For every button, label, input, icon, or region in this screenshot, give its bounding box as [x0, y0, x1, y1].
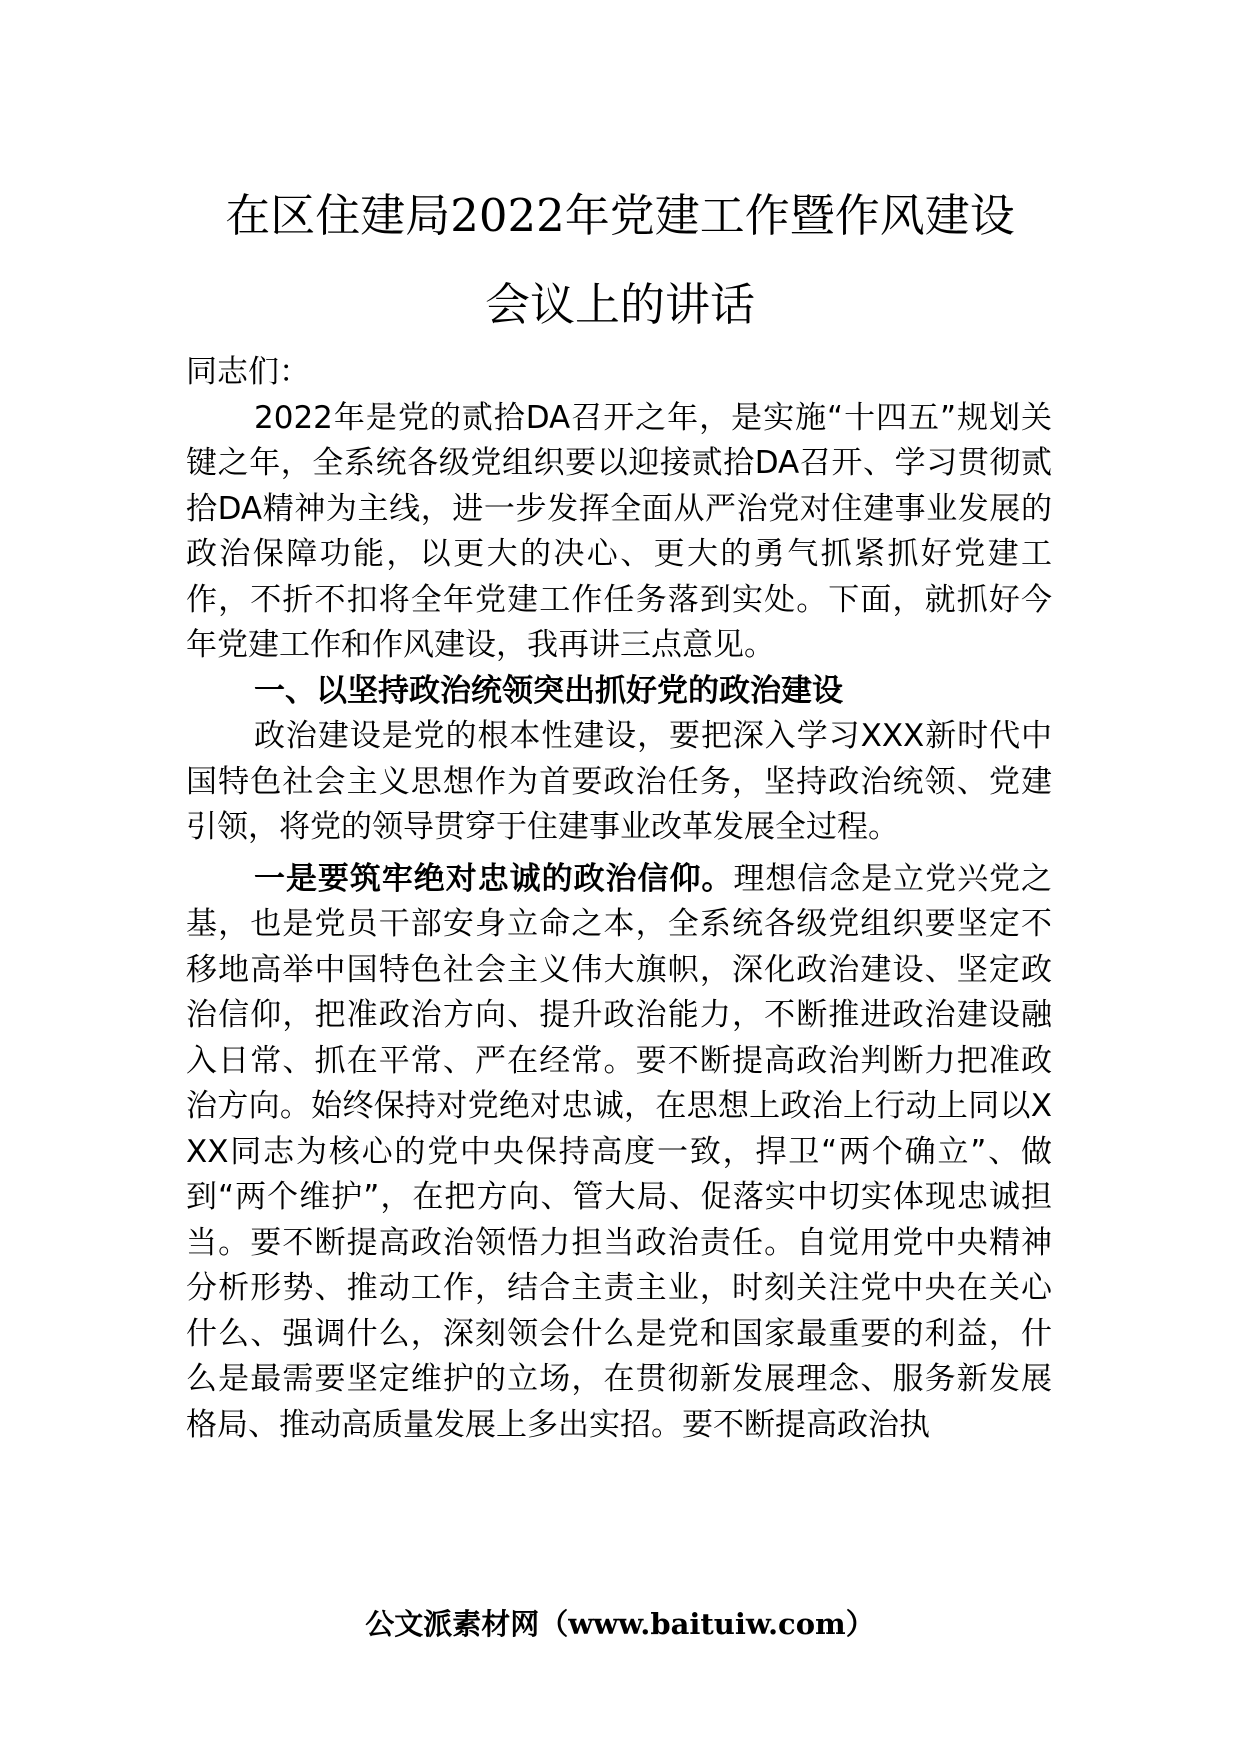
point-1-text: 理想信念是立党兴党之基，也是党员干部安身立命之本，全系统各级党组织要坚定不移地高举中国特色社会主义伟大旗帜，深化政治建设、坚定政治信仰，把准政治方向、提升政治能力，不断推进政治建设融入日常、抓在平常、严在经常。要不断提高政治判断力把准政治方向。始终保持对党绝对忠诚，在思想上政治上行动上同以XXX同志为核心的党中央保持高度一致，捍卫“两个确立”、做到“两个维护”，在把方向、管大局、促落实中切实体现忠诚担当。要不断提高政治领悟力担当政治责任。自觉用党中央精神分析形势、推动工作，结合主责主业，时刻关注党中央在关心什么、强调什么，深刻领会什么是党和国家最重要的利益，什么是最需要坚定维护的立场，在贯彻新发展理念、服务新发展格局、推动高质量发展上多出实招。要不断提高政治执: [186, 860, 1052, 1443]
point-1-paragraph: [186, 857, 1052, 1449]
point-1-lead: 一是要筑牢绝对忠诚的政治信仰。: [254, 860, 734, 897]
section-1-heading: 一、以坚持政治统领突出抓好党的政治建设: [254, 672, 843, 709]
section-1-paragraph: 政治建设是党的根本性建设，要把深入学习XXX新时代中国特色社会主义思想作为首要政治任务，坚持政治统领、党建引领，将党的领导贯穿于住建事业改革发展全过程。: [186, 718, 1052, 845]
footer-watermark: 公文派素材网（www.baituiw.com）: [365, 1607, 875, 1641]
document-body: [186, 350, 1052, 1448]
document-title-line-1: 在区住建局2022年党建工作暨作风建设: [225, 189, 1015, 242]
document-title-line-2: 会议上的讲话: [484, 278, 755, 331]
salutation: 同志们：: [186, 354, 310, 390]
intro-paragraph: 2022年是党的贰拾DA召开之年，是实施“十四五”规划关键之年，全系统各级党组织要以迎接贰拾DA召开、学习贯彻贰拾DA精神为主线，进一步发挥全面从严治党对住建事业发展的政治保障功能，以更大的决心、更大的勇气抓紧抓好党建工作，不折不扣将全年党建工作任务落到实处。下面，就抓好今年党建工作和作风建设，我再讲三点意见。: [186, 399, 1052, 663]
